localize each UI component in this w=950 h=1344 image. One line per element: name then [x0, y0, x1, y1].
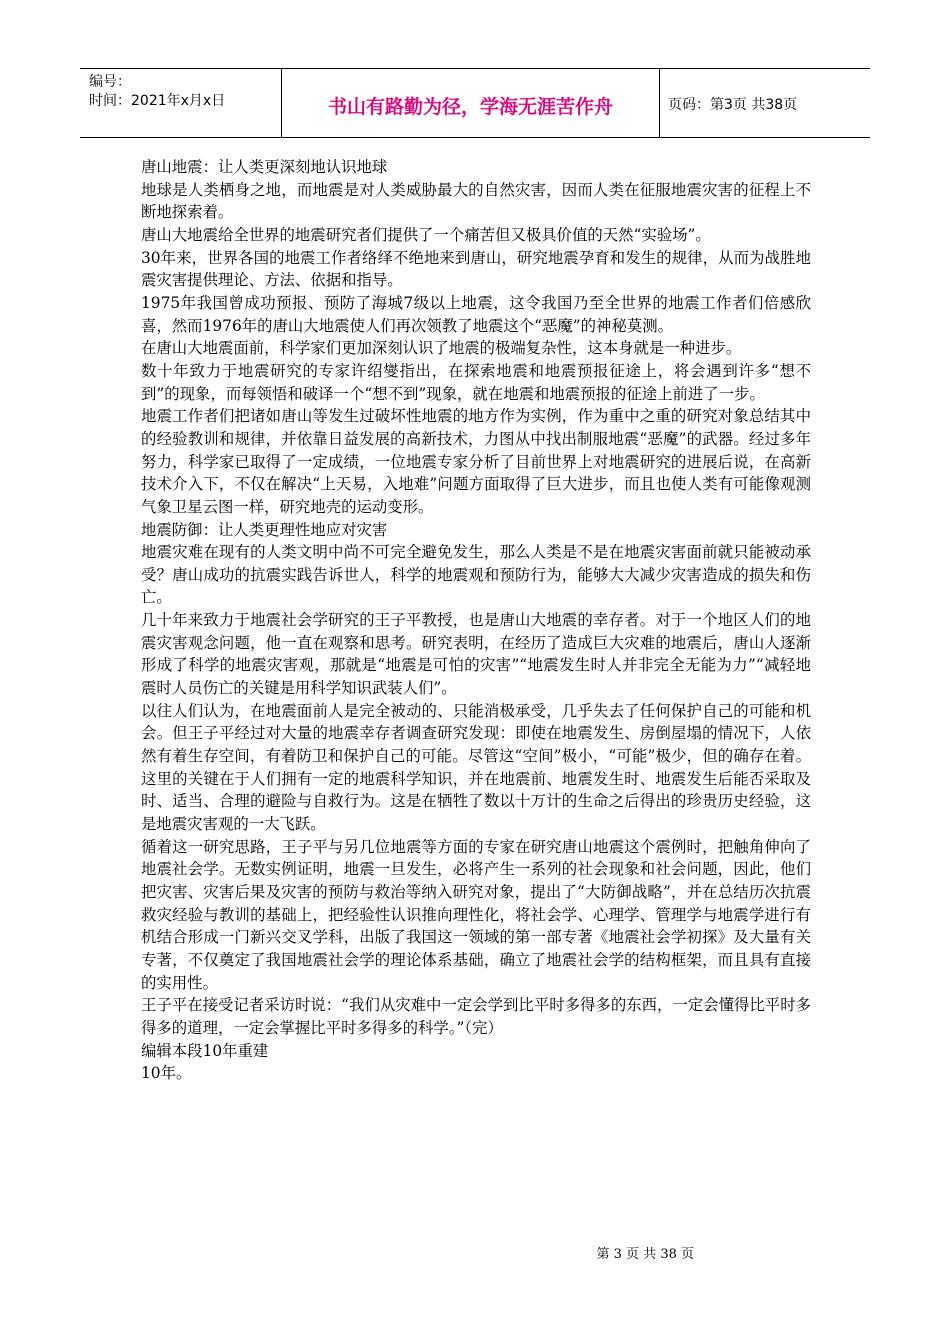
body-paragraph: 地震灾难在现有的人类文明中尚不可完全避免发生，那么人类是不是在地震灾害面前就只能被动承受？唐山成功的抗震实践告诉世人，科学的地震观和预防行为，能够大大减少灾害造成的损失和伤亡。	[141, 543, 811, 607]
body-paragraph: 循着这一研究思路，王子平与另几位地震等方面的专家在研究唐山地震这个震例时，把触角伸向了地震社会学。无数实例证明，地震一旦发生，必将产生一系列的社会现象和社会问题，因此，他们把灾害、灾害后果及灾害的预防与救治等纳入研究对象，提出了“大防御战略”，并在总结历次抗震救灾经验与教训的基础上，把经验性认识推向理性化，将社会学、心理学、管理学与地震学进行有机结合形成一门新兴交叉学科，出版了我国这一领域的第一部专著《地震社会学初探》及大量有关专著，不仅奠定了我国地震社会学的理论体系基础，确立了地震社会学的结构框架，而且具有直接的实用性。	[141, 837, 811, 992]
body-paragraph: 王子平在接受记者采访时说：“我们从灾难中一定会学到比平时多得多的东西，一定会懂得比平时多得多的道理，一定会掌握比平时多得多的科学。”（完）	[141, 996, 811, 1037]
header-meta	[80, 69, 282, 137]
body-paragraph: 地震工作者们把诸如唐山等发生过破坏性地震的地方作为实例，作为重中之重的研究对象总结其中的经验教训和规律，并依靠日益发展的高新技术，力图从中找出制服地震“恶魔”的武器。经过多年努力，科学家已取得了一定成绩，一位地震专家分析了目前世界上对地震研究的进展后说，在高新技术介入下，不仅在解决“上天易，入地难”问题方面取得了巨大进步，而且也使人类有可能像观测气象卫星云图一样，研究地壳的运动变形。	[141, 407, 811, 516]
body-paragraph: 在唐山大地震面前，科学家们更加深刻认识了地震的极端复杂性，这本身就是一种进步。	[141, 339, 742, 358]
body-paragraph: 数十年致力于地震研究的专家许绍燮指出，在探索地震和地震预报征途上，将会遇到许多“想不到”的现象，而每领悟和破译一个“想不到”现象，就在地震和地震预报的征途上前进了一步。	[141, 361, 811, 403]
document-number-label: 编号：	[89, 74, 131, 90]
document-date-label: 时间：2021年x月x日	[89, 93, 226, 109]
body-paragraph: 30年来，世界各国的地震工作者络绎不绝地来到唐山，研究地震孕育和发生的规律，从而为战胜地震灾害提供理论、方法、依据和指导。	[141, 248, 811, 290]
body-paragraph: 地球是人类栖身之地，而地震是对人类威胁最大的自然灾害，因而人类在征服地震灾害的征程上不断地探索着。	[141, 180, 811, 222]
section-heading: 地震防御：让人类更理性地应对灾害	[141, 520, 388, 539]
body-paragraph: 1975年我国曾成功预报、预防了海城7级以上地震，这令我国乃至全世界的地震工作者们倍感欣喜，然而1976年的唐山大地震使人们再次领教了地震这个“恶魔”的神秘莫测。	[141, 293, 811, 335]
section-heading: 编辑本段10年重建	[141, 1041, 269, 1060]
section-heading: 唐山地震：让人类更深刻地认识地球	[141, 158, 388, 176]
body-paragraph: 几十年来致力于地震社会学研究的王子平教授，也是唐山大地震的幸存者。对于一个地区人们的地震灾害观念问题，他一直在观察和思考。研究表明，在经历了造成巨大灾难的地震后，唐山人逐渐形成了科学的地震灾害观，那就是“地震是可怕的灾害”“地震发生时人并非完全无能为力”“减轻地震时人员伤亡的关键是用科学知识武装人们”。	[141, 611, 811, 698]
header-motto: 书山有路勤为径，学海无涯苦作舟	[282, 69, 660, 137]
document-body	[141, 156, 811, 1085]
body-paragraph: 以往人们认为，在地震面前人是完全被动的、只能消极承受，几乎失去了任何保护自己的可能和机会。但王子平经过对大量的地震幸存者调查研究发现：即使在地震发生、房倒屋塌的情况下，人依然有着生存空间，有着防卫和保护自己的可能。尽管这“空间”极小，“可能”极少，但的确存在着。这里的关键在于人们拥有一定的地震科学知识，并在地震前、地震发生时、地震发生后能否采取及时、适当、合理的避险与自救行为。这是在牺牲了数以十万计的生命之后得出的珍贵历史经验，这是地震灾害观的一大飞跃。	[141, 701, 811, 834]
body-paragraph: 10年。	[141, 1064, 192, 1083]
header-page-label: 页码：第3页 共38页	[668, 97, 798, 113]
body-paragraph: 唐山大地震给全世界的地震研究者们提供了一个痛苦但又极具价值的天然“实验场”。	[141, 225, 711, 244]
page-header	[80, 68, 870, 138]
page-footer: 第 3 页 共 38 页	[596, 1247, 694, 1262]
